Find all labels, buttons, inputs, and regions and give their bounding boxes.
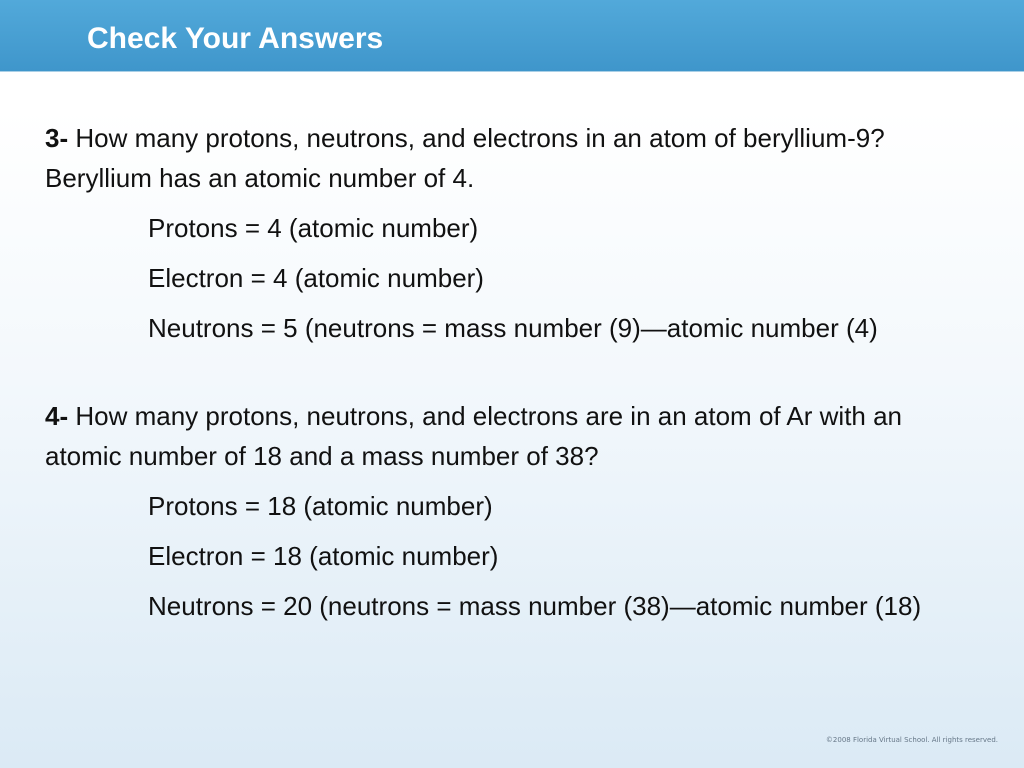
question-text	[45, 396, 975, 476]
answer-text: Neutrons = 5 (neutrons = mass number (9)—atomic number (4)	[148, 313, 878, 343]
answer-text: Neutrons = 20 (neutrons = mass number (38)—atomic number (18)	[148, 591, 922, 621]
answer-line	[45, 258, 975, 298]
answer-text: Electron = 4 (atomic number)	[148, 263, 484, 293]
page-title: Check Your Answers	[87, 22, 384, 55]
question-block	[45, 118, 975, 348]
answer-line	[45, 486, 975, 526]
question-body: How many protons, neutrons, and electrons in an atom of beryllium-9? Beryllium has an atomic number of 4.	[45, 123, 885, 193]
answer-text: Electron = 18 (atomic number)	[148, 541, 499, 571]
answer-line	[45, 536, 975, 576]
question-block	[45, 396, 975, 626]
answer-line	[45, 308, 975, 348]
question-number: 4-	[45, 401, 69, 431]
answer-text: Protons = 18 (atomic number)	[148, 491, 493, 521]
copyright-notice: ©2008 Florida Virtual School. All rights reserved.	[825, 736, 998, 744]
answers-content	[45, 118, 975, 626]
header-bar	[0, 0, 1024, 72]
answer-line	[45, 208, 975, 248]
question-number: 3-	[45, 123, 69, 153]
question-body: How many protons, neutrons, and electrons are in an atom of Ar with an atomic number of 18 and a mass number of 38?	[45, 401, 903, 471]
answer-line	[45, 586, 975, 626]
question-text	[45, 118, 975, 198]
answer-text: Protons = 4 (atomic number)	[148, 213, 479, 243]
